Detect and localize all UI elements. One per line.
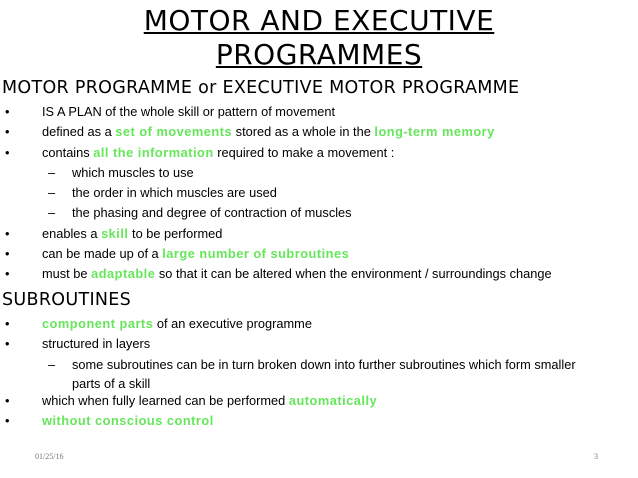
bullet-marker: • xyxy=(5,392,10,408)
sub-list-item-text: some subroutines can be in turn broken down into further subroutines which form smaller parts of a skill xyxy=(72,356,576,391)
highlight-term: without conscious control xyxy=(42,412,214,428)
sub-list-item xyxy=(0,203,638,223)
list-item xyxy=(0,224,638,244)
sub-list-item-text: which muscles to use xyxy=(72,164,194,180)
list-item-text: can be made up of a xyxy=(42,246,163,262)
list-item-text: which when fully learned can be performed xyxy=(42,392,289,408)
bullet-marker: • xyxy=(5,246,10,262)
bullet-marker: • xyxy=(5,266,10,282)
list-item-text: of an executive programme xyxy=(153,316,312,331)
dash-marker: – xyxy=(48,164,56,180)
list-item xyxy=(0,411,638,431)
dash-marker: – xyxy=(48,205,56,221)
footer-date: 01/25/16 xyxy=(35,452,64,461)
bullet-marker: • xyxy=(5,225,10,241)
slide-title xyxy=(0,4,638,72)
bullet-marker: • xyxy=(5,336,10,352)
sub-list-item xyxy=(0,355,592,391)
highlight-term: adaptable xyxy=(91,266,156,282)
highlight-term: component parts xyxy=(42,316,154,331)
highlight-term: set of movements xyxy=(115,124,233,140)
section-heading-motor-programme: MOTOR PROGRAMME or EXECUTIVE MOTOR PROGRAMME xyxy=(2,78,520,98)
list-item xyxy=(0,391,638,411)
list-item xyxy=(0,334,638,354)
highlight-term: long-term memory xyxy=(374,124,495,140)
motor-programme-list xyxy=(0,102,638,285)
list-item xyxy=(0,264,638,284)
list-item xyxy=(0,122,638,142)
highlight-term: all the information xyxy=(93,144,214,160)
slide-title-line-1: MOTOR AND EXECUTIVE xyxy=(143,4,495,37)
list-item-text: IS A PLAN of the whole skill or pattern of movement xyxy=(42,104,336,119)
bullet-marker: • xyxy=(5,124,10,140)
sub-list-item xyxy=(0,183,638,203)
highlight-term: large number of subroutines xyxy=(162,246,350,262)
section-heading-subroutines: SUBROUTINES xyxy=(2,290,132,310)
dash-marker: – xyxy=(48,356,56,372)
list-item-text: defined as a xyxy=(42,124,116,140)
list-item-text: contains xyxy=(42,144,94,160)
slide-title-line-2: PROGRAMMES xyxy=(215,38,423,71)
list-item-text: to be performed xyxy=(128,225,223,241)
list-item-text: so that it can be altered when the environment / surroundings change xyxy=(155,266,552,282)
list-item xyxy=(0,102,638,122)
dash-marker: – xyxy=(48,185,56,201)
list-item xyxy=(0,314,638,334)
highlight-term: skill xyxy=(101,225,129,241)
list-item-text: must be xyxy=(42,266,92,282)
subroutines-list xyxy=(0,314,638,431)
bullet-marker: • xyxy=(5,104,10,119)
bullet-marker: • xyxy=(5,144,10,160)
list-item-text: structured in layers xyxy=(42,336,151,352)
sub-list-item-text: the order in which muscles are used xyxy=(72,185,277,201)
footer-page-number: 3 xyxy=(594,452,598,461)
list-item xyxy=(0,143,638,163)
list-item-text: required to make a movement : xyxy=(213,144,395,160)
list-item-text: stored as a whole in the xyxy=(232,124,375,140)
sub-list-item-text: the phasing and degree of contraction of muscles xyxy=(72,205,352,221)
list-item-text: enables a xyxy=(42,225,102,241)
bullet-marker: • xyxy=(5,316,10,331)
sub-list-item xyxy=(0,163,638,183)
highlight-term: automatically xyxy=(288,392,378,408)
list-item xyxy=(0,244,638,264)
bullet-marker: • xyxy=(5,412,10,428)
